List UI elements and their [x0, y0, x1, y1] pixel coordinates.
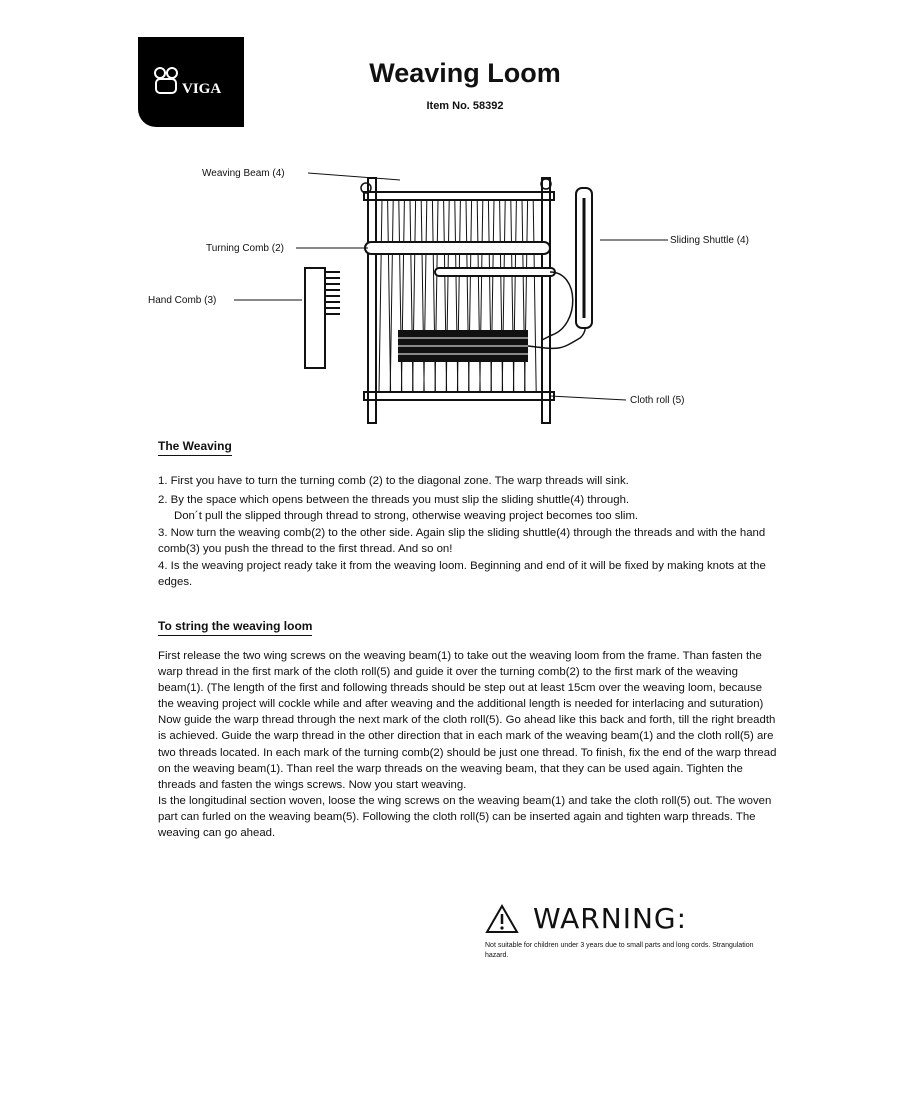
warp-thread	[502, 200, 505, 392]
turning-comb	[365, 242, 550, 254]
label-sliding-shuttle: Sliding Shuttle (4)	[670, 235, 749, 246]
stringing-paragraph-1: First release the two wing screws on the weaving beam(1) to take out the weaving loom from the frame. Than fasten the warp thread in the first mark of the cloth roll(5) and guide it over the turning comb(2) to the first mark of the weaving beam(1). (The length of the first and following threads should be step out at least 15cm over the weaving loom, because the weaving project will cockle while and after weaving and the additional length is needed for interlacing and suturation) Now guide the warp thread through the next mark of the cloth roll(5). Go ahead like this back and forth, till the right breadth is achieved. Guide the warp thread in the other direction that in each mark of the weaving beam(1) and the cloth roll(5) are two threads located. In each mark of the turning comb(2) should be just one thread. To finish, fix the end of the warp thread on the weaving beam(1). Than reel the warp threads on the weaving beam, that they can be used again. Tighten the threads and fasten the wings screws. Now you start weaving.	[158, 650, 777, 791]
warp-thread	[469, 200, 472, 392]
item-number: Item No. 58392	[426, 100, 504, 112]
warp-thread	[379, 200, 382, 392]
label-cloth-roll: Cloth roll (5)	[630, 395, 685, 406]
warp-thread	[513, 200, 516, 392]
warp-thread	[457, 200, 460, 392]
stringing-paragraph-2: Is the longitudinal section woven, loose the wing screws on the weaving beam(1) and take the cloth roll(5) out. The woven part can furled on the weaving beam(5). Following the cloth roll(5) can be inserted again and tighten warp threads. The weaving can go ahead.	[158, 794, 772, 840]
warning-title: WARNING:	[533, 902, 688, 935]
label-hand-comb: Hand Comb (3)	[148, 295, 217, 306]
stringing-heading: To string the weaving loom	[158, 619, 312, 636]
logo-text: VIGA	[182, 81, 222, 97]
warp-thread	[525, 200, 528, 392]
warning-box	[485, 902, 775, 961]
warp-thread	[390, 200, 393, 392]
warp-thread	[446, 200, 449, 392]
loom-diagram	[140, 160, 780, 430]
weaving-beam	[364, 192, 554, 200]
warp-thread	[413, 200, 416, 392]
warning-triangle-icon	[485, 904, 519, 934]
warning-text: Not suitable for children under 3 years due to small parts and long cords. Strangulation hazard.	[485, 942, 754, 959]
warp-thread	[480, 200, 483, 392]
frame-left-post	[368, 178, 376, 423]
frame-right-post	[542, 178, 550, 423]
weaving-heading: The Weaving	[158, 439, 232, 456]
label-turning-comb: Turning Comb (2)	[206, 243, 284, 254]
page-title: Weaving Loom	[369, 58, 561, 88]
cloth-roll	[364, 392, 554, 400]
warp-thread	[401, 200, 404, 392]
hand-comb	[305, 268, 340, 368]
warning-heading	[485, 902, 775, 935]
step-4: 4. Is the weaving project ready take it from the weaving loom. Beginning and end of it will be fixed by making knots at the edges.	[158, 559, 766, 588]
stringing-instructions	[158, 648, 778, 841]
step-1: 1. First you have to turn the turning comb (2) to the diagonal zone. The warp threads will sink.	[158, 475, 629, 487]
step-3: 3. Now turn the weaving comb(2) to the other side. Again slip the sliding shuttle(4) through the threads and with the hand comb(3) you push the thread to the first thread. And so on!	[158, 526, 766, 555]
warp-thread	[491, 200, 494, 392]
weaving-steps	[158, 473, 778, 591]
warp-thread	[435, 200, 438, 392]
warp-thread	[533, 200, 536, 392]
label-weaving-beam: Weaving Beam (4)	[202, 168, 285, 179]
step-2-continued: Don´t pull the slipped through thread to strong, otherwise weaving project becomes too slim.	[174, 510, 639, 522]
warp-thread	[424, 200, 427, 392]
step-2: 2. By the space which opens between the threads you must slip the sliding shuttle(4) through.	[158, 493, 630, 506]
